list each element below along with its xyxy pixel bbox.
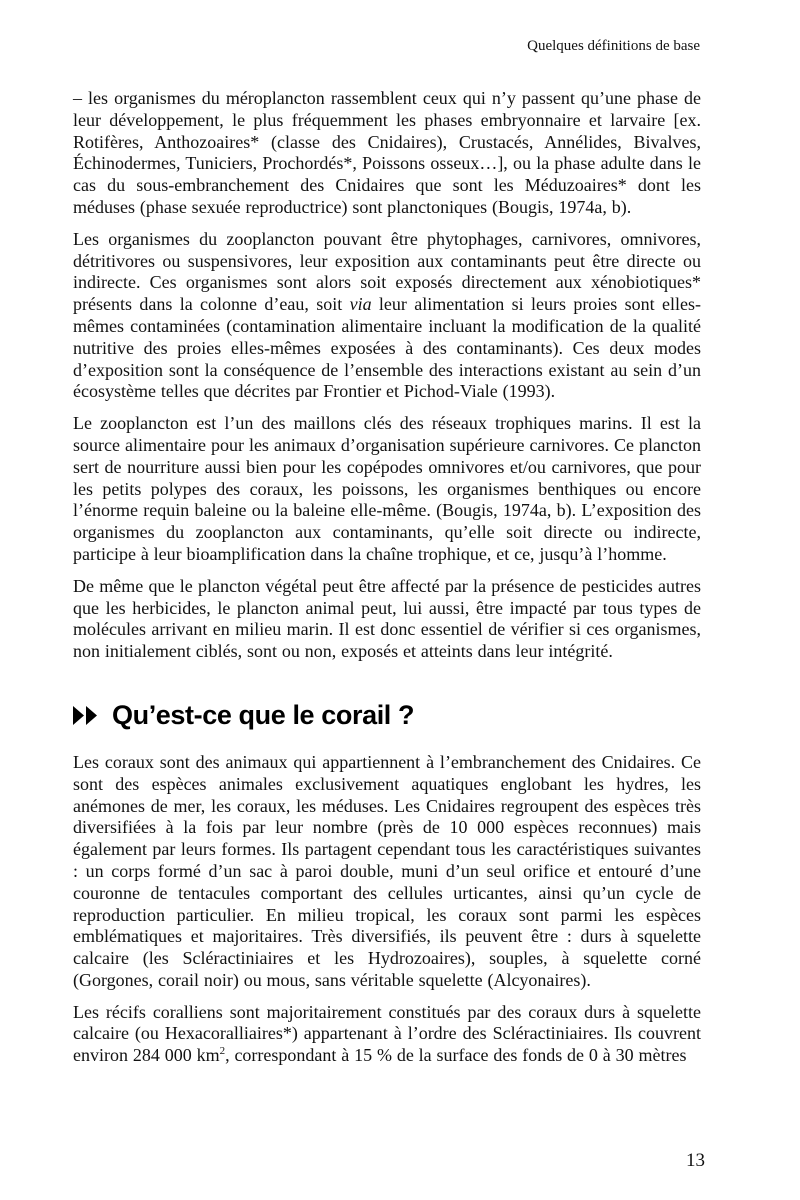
section-paragraphs bbox=[73, 752, 701, 1067]
paragraph: – les organismes du méroplancton rassemblent ceux qui n’y passent qu’une phase de leur développement, le plus fréquemment les phases embryonnaire et larvaire [ex. Rotifères, Anthozoaires* (classe des Cnidaires), Crustacés, Annélides, Bivalves, Échinodermes, Tuniciers, Prochordés*, Poissons osseux…], ou la phase adulte dans le cas du sous-embranchement des Cnidaires que sont les Méduzoaires* dont les méduses (phase sexuée reproductrice) sont planctoniques (Bougis, 1974a, b). bbox=[73, 88, 701, 217]
paragraph: Les organismes du zooplancton pouvant être phytophages, carnivores, omnivores, détritivores ou suspensivores, leur exposition aux contaminants peut être directe ou indirecte. Ces organismes sont alors soit exposés directement aux xénobiotiques* présents dans la colonne d’eau, soit via leur alimentation si leurs proies sont elles-mêmes contaminées (contamination alimentaire incluant la modification de la qualité nutritive des proies elles-mêmes exposées à des contaminants). Ces deux modes d’exposition sont la conséquence de l’ensemble des interactions existant au sein d’un écosystème telles que décrites par Frontier et Pichod-Viale (1993). bbox=[73, 228, 702, 402]
paragraph: Les récifs coralliens sont majoritairement constitués par des coraux durs à squelette calcaire (ou Hexacoralliaires*) appartenant à l’ordre des Scléractiniaires. Ils couvrent environ 284 000 $km^2$, correspondant à 15 % de la surface des fonds de 0 à 30 mètres bbox=[73, 1001, 701, 1066]
intro-paragraphs bbox=[73, 88, 701, 663]
section-heading bbox=[73, 700, 701, 731]
double-right-arrow-icon bbox=[73, 706, 99, 725]
section-heading-text: Qu’est-ce que le corail ? bbox=[112, 699, 415, 730]
paragraph: Le zooplancton est l’un des maillons clés des réseaux trophiques marins. Il est la source alimentaire pour les animaux d’organisation supérieure carnivores. Ce plancton sert de nourriture aussi bien pour les copépodes omnivores et/ou carnivores, que pour les petits polypes des coraux, les poissons, les organismes benthiques ou encore l’énorme requin baleine ou la baleine elle-même. (Bougis, 1974a, b). L’exposition des organismes du zooplancton aux contaminants, qu’elle soit directe ou indirecte, participe à leur bioamplification dans la chaîne trophique, et ce, jusqu’à l’homme. bbox=[73, 413, 701, 564]
running-header: Quelques définitions de base bbox=[527, 38, 700, 54]
page-number: 13 bbox=[686, 1150, 705, 1171]
paragraph: Les coraux sont des animaux qui appartiennent à l’embranchement des Cnidaires. Ce sont des espèces animales exclusivement aquatiques englobant les hydres, les anémones de mer, les coraux, les méduses. Les Cnidaires regroupent des espèces très diversifiées à la fois par leur nombre (près de 10 000 espèces reconnues) mais également par leurs formes. Ils partagent cependant tous les caractéristiques suivantes : un corps formé d’un sac à paroi double, muni d’un seul orifice et entouré d’une couronne de tentacules comportant des cellules urticantes, ainsi qu’un cycle de reproduction particulier. En milieu tropical, les coraux sont parmi les espèces emblématiques et majoritaires. Très diversifiés, ils peuvent être : durs à squelette calcaire (les Scléractiniaires et les Hydrozoaires), souples, à squelette corné (Gorgones, corail noir) ou mous, sans véritable squelette (Alcyonaires). bbox=[73, 751, 701, 990]
page-content bbox=[73, 88, 701, 1067]
paragraph: De même que le plancton végétal peut être affecté par la présence de pesticides autres que les herbicides, le plancton animal peut, lui aussi, être impacté par tous types de molécules arrivant en milieu marin. Il est donc essentiel de vérifier si ces organismes, non initialement ciblés, sont ou non, exposés et atteints dans leur intégrité. bbox=[73, 575, 701, 662]
